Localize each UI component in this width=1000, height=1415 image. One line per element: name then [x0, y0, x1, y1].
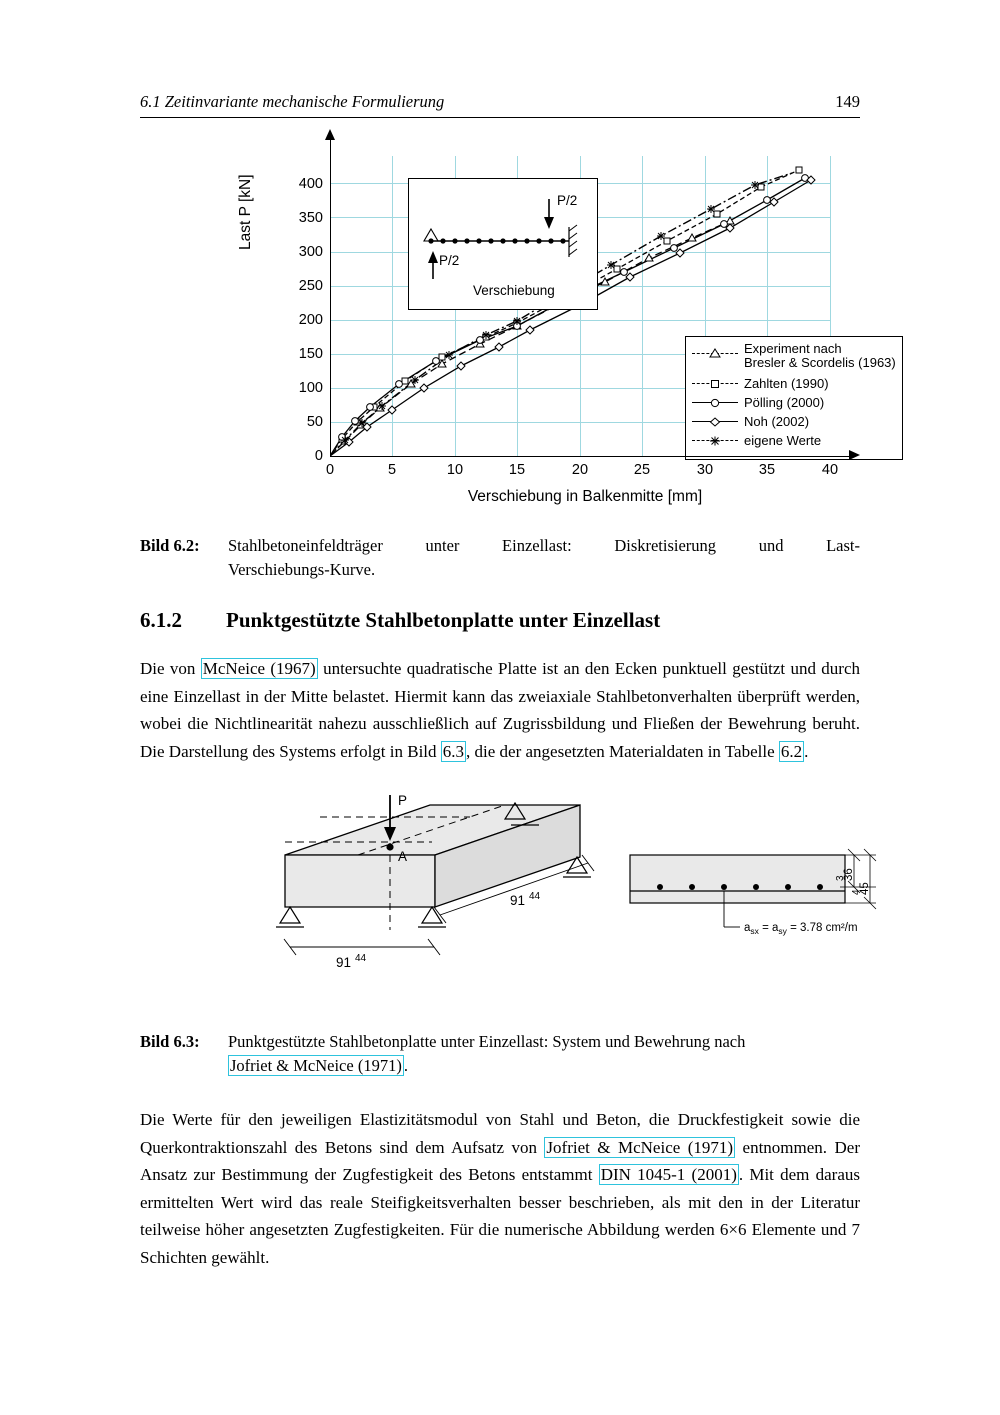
svg-text:4: 4 — [851, 889, 862, 895]
svg-text:P/2: P/2 — [439, 253, 460, 268]
caption-figure-6-2 — [140, 534, 860, 582]
caption-figure-6-3 — [140, 1030, 860, 1078]
y-axis — [330, 140, 331, 456]
svg-text:36: 36 — [843, 868, 855, 881]
legend-item — [686, 431, 902, 450]
beam-sketch-inset — [408, 178, 598, 310]
figure-ref-6-3[interactable]: 6.3 — [442, 741, 465, 761]
legend-marker-triangle — [692, 346, 738, 360]
header-rule — [140, 117, 860, 118]
y-axis-label: Last P [kN] — [237, 174, 254, 250]
caption-text-2: Verschiebungs-Kurve. — [228, 559, 376, 579]
citation-link-mcneice-1967[interactable]: McNeice (1967) — [202, 659, 316, 678]
svg-text:91: 91 — [336, 955, 352, 970]
legend-label-2: Bresler & Scordelis (1963) — [744, 354, 896, 370]
legend-item — [686, 342, 902, 374]
caption-text-2: . — [403, 1055, 408, 1075]
x-axis-arrow — [849, 450, 860, 460]
figure-6-2: 0 50 100 150 200 250 300 350 400 Last P [kN] P/2 P/2 Verschiebung Experiment nach Bresler & Scordelis (1963) Zahlten (1990) Pölling (2000) Noh (2002) eigene Werte 0 5 10 15 20 25 30 35 40 Verschiebung in Balkenmitte [mm] — [255, 140, 895, 520]
plot-area — [330, 156, 896, 456]
caption-label: Bild 6.3: — [140, 1032, 200, 1051]
citation-link-jofriet-mcneice-1971[interactable]: Jofriet & McNeice (1971) — [230, 1055, 402, 1075]
svg-text:44: 44 — [529, 891, 541, 902]
text-run: . Mit dem daraus ermittelten Wert wird das reale Steifigkeitsverhalten besser beschrieben, als mit den in der Literatur teilweise höher angesetzten Zugfestigkeiten. Für die numerische Abbildung werden 6×6 Elemente und 7 Schichten gewählt. — [140, 1165, 860, 1267]
legend-label: Zahlten (1990) — [744, 375, 829, 391]
text-run: Die Werte für den jeweiligen Elastizitätsmodul von Stahl und Beton, die Druckfestigkeit sowie die Querkontraktionszahl des Betons sind dem Aufsatz von — [140, 1110, 860, 1157]
svg-text:3: 3 — [835, 875, 846, 881]
section-number: 6.1.2 — [140, 608, 182, 632]
svg-text:44: 44 — [355, 953, 367, 964]
y-tick-labels: 0 50 100 150 200 250 300 350 400 — [298, 176, 323, 464]
paragraph-1 — [140, 655, 860, 765]
legend-item — [686, 374, 902, 393]
page-number: 149 — [835, 92, 860, 111]
legend-item — [686, 393, 902, 412]
citation-link-jofriet-mcneice-1971-body[interactable]: Jofriet & McNeice (1971) — [546, 1137, 734, 1157]
y-axis-arrow — [325, 129, 335, 140]
svg-text:P/2: P/2 — [557, 193, 578, 208]
x-axis-label: Verschiebung in Balkenmitte [mm] — [467, 488, 703, 505]
running-head — [140, 92, 860, 112]
section-heading — [140, 608, 860, 633]
svg-text:Verschiebung: Verschiebung — [473, 283, 555, 298]
figure-6-3 — [140, 795, 880, 1010]
paragraph-2 — [140, 1106, 860, 1271]
section-title: Punktgestützte Stahlbetonplatte unter Einzellast — [226, 608, 661, 632]
text-run: . — [804, 741, 809, 761]
table-ref-6-2[interactable]: 6.2 — [780, 741, 803, 761]
svg-text:P: P — [398, 795, 408, 808]
svg-text:91: 91 — [510, 893, 526, 908]
caption-text: Punktgestützte Stahlbetonplatte unter Einzellast: System und Bewehrung nach — [228, 1032, 746, 1051]
legend-marker-star — [692, 434, 738, 448]
legend-label: Noh (2002) — [744, 413, 810, 429]
running-head-title: 6.1 Zeitinvariante mechanische Formulierung — [140, 92, 445, 111]
legend-marker-diamond — [692, 415, 738, 429]
legend-marker-circle — [692, 396, 738, 410]
caption-label: Bild 6.2: — [140, 536, 200, 555]
svg-text:asx = asy = 3.78 cm²/m: $a_{sx} = a_{sy} = 3.78$ cm²/m — [744, 922, 858, 936]
legend-marker-square — [692, 377, 738, 391]
text-run: , die der angesetzten Materialdaten in Tabelle — [466, 741, 779, 761]
svg-text:A: A — [398, 849, 408, 864]
x-axis — [330, 456, 850, 457]
legend-label: Experiment nach — [744, 341, 842, 356]
text-run: Die von — [140, 659, 201, 678]
svg-text:45: 45 — [859, 882, 871, 895]
citation-link-din-1045-1-2001[interactable]: DIN 1045-1 (2001) — [600, 1165, 737, 1185]
legend-label: eigene Werte — [744, 432, 822, 448]
caption-text: Stahlbetoneinfeldträger unter Einzellast: Diskretisierung und Last- — [228, 536, 860, 555]
legend-item — [686, 412, 902, 431]
text-run: untersuchte quadratische Platte ist an den Ecken punktuell gestützt und durch eine Einzellast in der Mitte belastet. Hiermit kann das zweiaxiale Stahlbetonverhalten überprüft werden, wobei die Nichtlinearität nahezu ausschließlich auf Zugrissbildung und Fließen der Bewehrung beruht. Die Darstellung des Systems erfolgt in Bild — [140, 659, 861, 761]
legend-label: Pölling (2000) — [744, 394, 825, 410]
chart-legend — [685, 336, 903, 460]
text-run: entnommen. Der Ansatz zur Bestimmung der Zugfestigkeit des Betons entstammt — [140, 1137, 860, 1185]
